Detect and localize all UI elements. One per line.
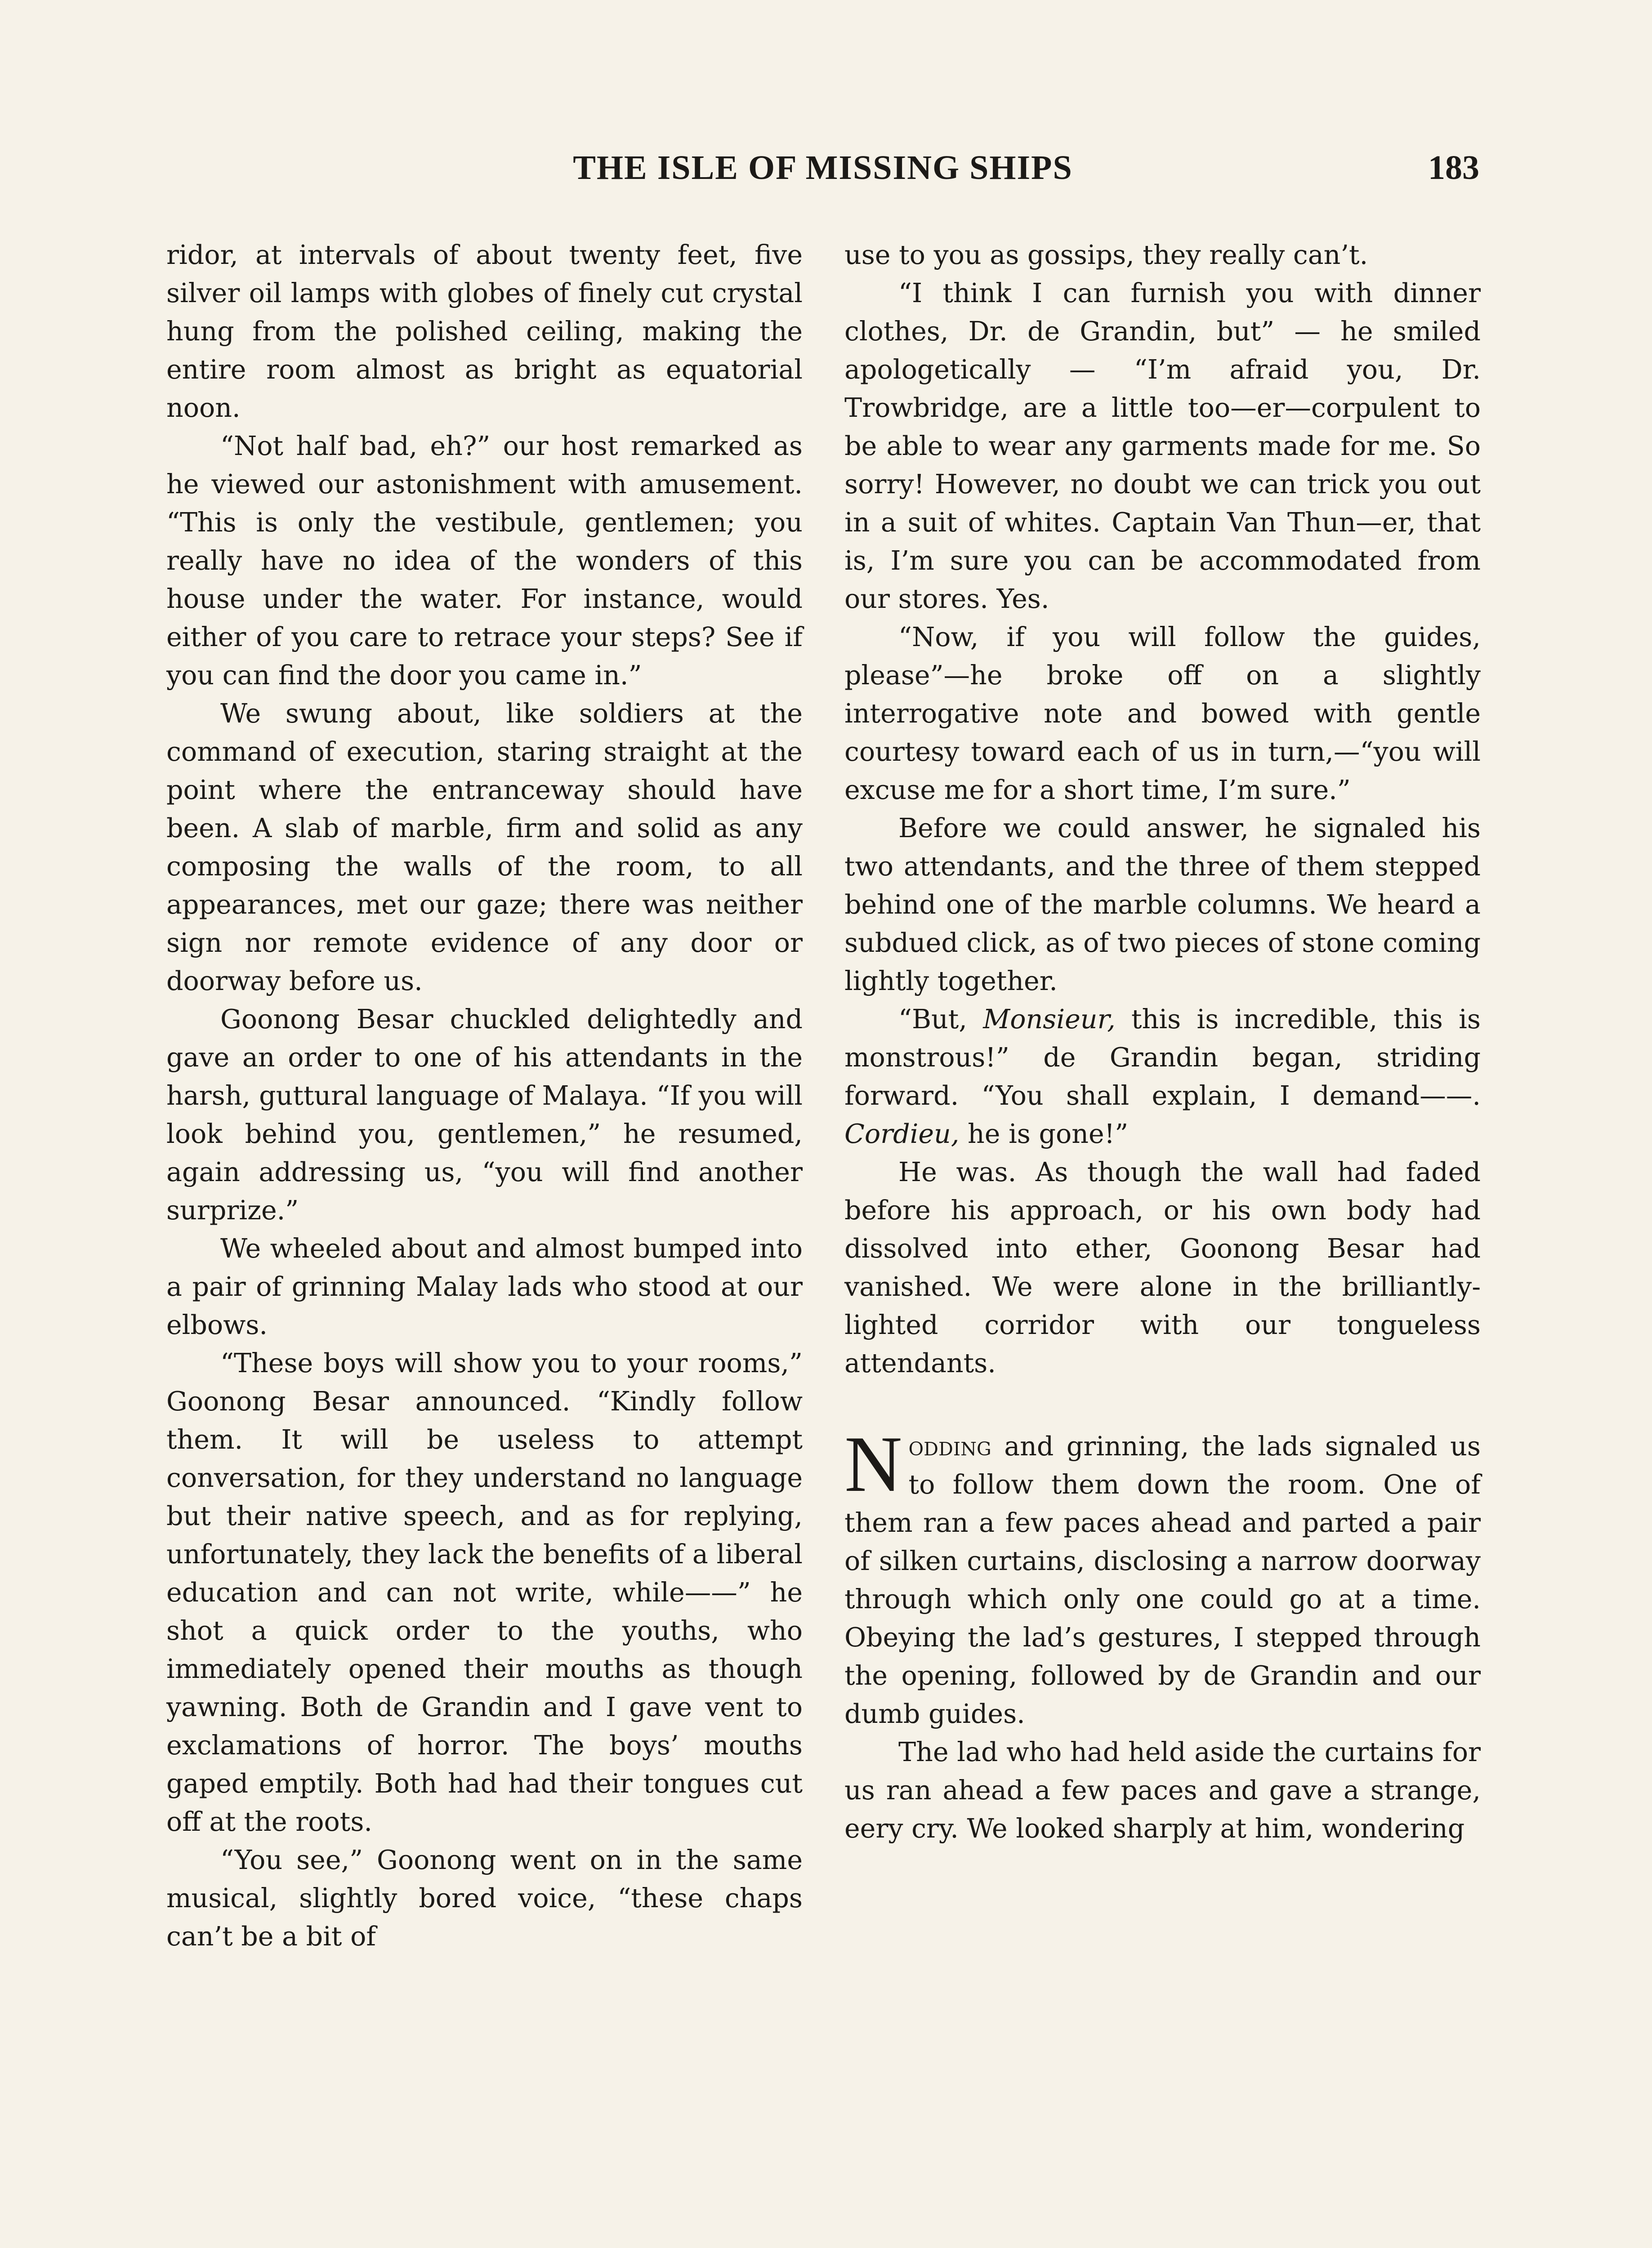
running-title: THE ISLE OF MISSING SHIPS	[573, 149, 1073, 187]
text-run: this is incredible, this is monstrous!” de Grandin began, striding forward. “You shall explain, I demand——.	[844, 1004, 1481, 1111]
paragraph: “I think I can furnish you with dinner clothes, Dr. de Grandin, but” — he smiled apologetically — “I’m afraid you, Dr. Trowbridge, are a little too—er—corpulent to be able to wear any garments made for me. So sorry! However, no doubt we can trick you out in a suit of whites. Captain Van Thun—er, that is, I’m sure you can be accommodated from our stores. Yes.	[844, 278, 1481, 614]
paragraph: “These boys will show you to your rooms,” Goonong Besar announced. “Kindly follow them. It will be useless to attempt conversation, for they understand no language but their native speech, and as for replying, unfortunately, they lack the benefits of a liberal education and can not write, while——” he shot a quick order to the youths, who immediately opened their mouths as though yawning. Both de Grandin and I gave vent to exclamations of horror. The boys’ mouths gaped emptily. Both had had their tongues cut off at the roots.	[166, 1348, 803, 1837]
page-header	[166, 143, 1479, 192]
paragraph: “Now, if you will follow the guides, please”—he broke off on a slightly interrogative note and bowed with gentle courtesy toward each of us in turn,—“you will excuse me for a short time, I’m sure.”	[844, 622, 1481, 805]
italic-word: Monsieur,	[983, 1004, 1116, 1035]
paragraph: Before we could answer, he signaled his two attendants, and the three of them stepped behind one of the marble columns. We heard a subdued click, as of two pieces of stone coming lightly together.	[844, 813, 1481, 996]
paragraph: “Not half bad, eh?” our host remarked as he viewed our astonishment with amusement. “This is only the vestibule, gentlemen; you really have no idea of the wonders of this house under the water. For instance, would either of you care to retrace your steps? See if you can find the door you came in.”	[166, 431, 803, 691]
right-column	[844, 236, 1481, 1848]
paragraph: He was. As though the wall had faded before his approach, or his own body had dissolved into ether, Goonong Besar had vanished. We were alone in the brilliantly-lighted corridor with our tongueless attendants.	[844, 1157, 1481, 1378]
small-caps-word: odding	[908, 1431, 991, 1462]
paragraph: We swung about, like soldiers at the command of execution, staring straight at the point where the entranceway should have been. A slab of marble, firm and solid as any composing the walls of the room, to all appearances, met our gaze; there was neither sign nor remote evidence of any door or doorway before us.	[166, 698, 803, 996]
paragraph: The lad who had held aside the curtains for us ran ahead a few paces and gave a strange, eery cry. We looked sharply at him, wondering	[844, 1737, 1481, 1844]
paragraph: Goonong Besar chuckled delightedly and gave an order to one of his attendants in the harsh, guttural language of Malaya. “If you will look behind you, gentlemen,” he resumed, again addressing us, “you will find another surprize.”	[166, 1004, 803, 1226]
paragraph: “You see,” Goonong went on in the same musical, slightly bored voice, “these chaps can’t be a bit of	[166, 1845, 803, 1952]
paragraph: We wheeled about and almost bumped into a pair of grinning Malay lads who stood at our elbows.	[166, 1233, 803, 1340]
page-number: 183	[1428, 149, 1479, 187]
text-run: “But,	[898, 1004, 983, 1035]
left-column	[166, 236, 803, 1956]
text-run: and grinning, the lads signaled us to follow them down the room. One of them ran a few paces ahead and parted a pair of silken curtains, disclosing a narrow doorway through which only one could go at a time. Obeying the lad’s gestures, I stepped through the opening, followed by de Grandin and our dumb guides.	[844, 1431, 1481, 1729]
text-run: he is gone!”	[959, 1119, 1129, 1149]
paragraph: ridor, at intervals of about twenty feet, five silver oil lamps with globes of finely cut crystal hung from the polished ceiling, making the entire room almost as bright as equatorial noon.	[166, 240, 803, 423]
italic-word: Cordieu,	[844, 1119, 960, 1149]
drop-cap: N	[844, 1419, 902, 1508]
paragraph	[844, 1000, 1481, 1153]
paragraph: use to you as gossips, they really can’t.	[844, 240, 1368, 270]
section-opening-paragraph	[844, 1419, 1481, 1733]
